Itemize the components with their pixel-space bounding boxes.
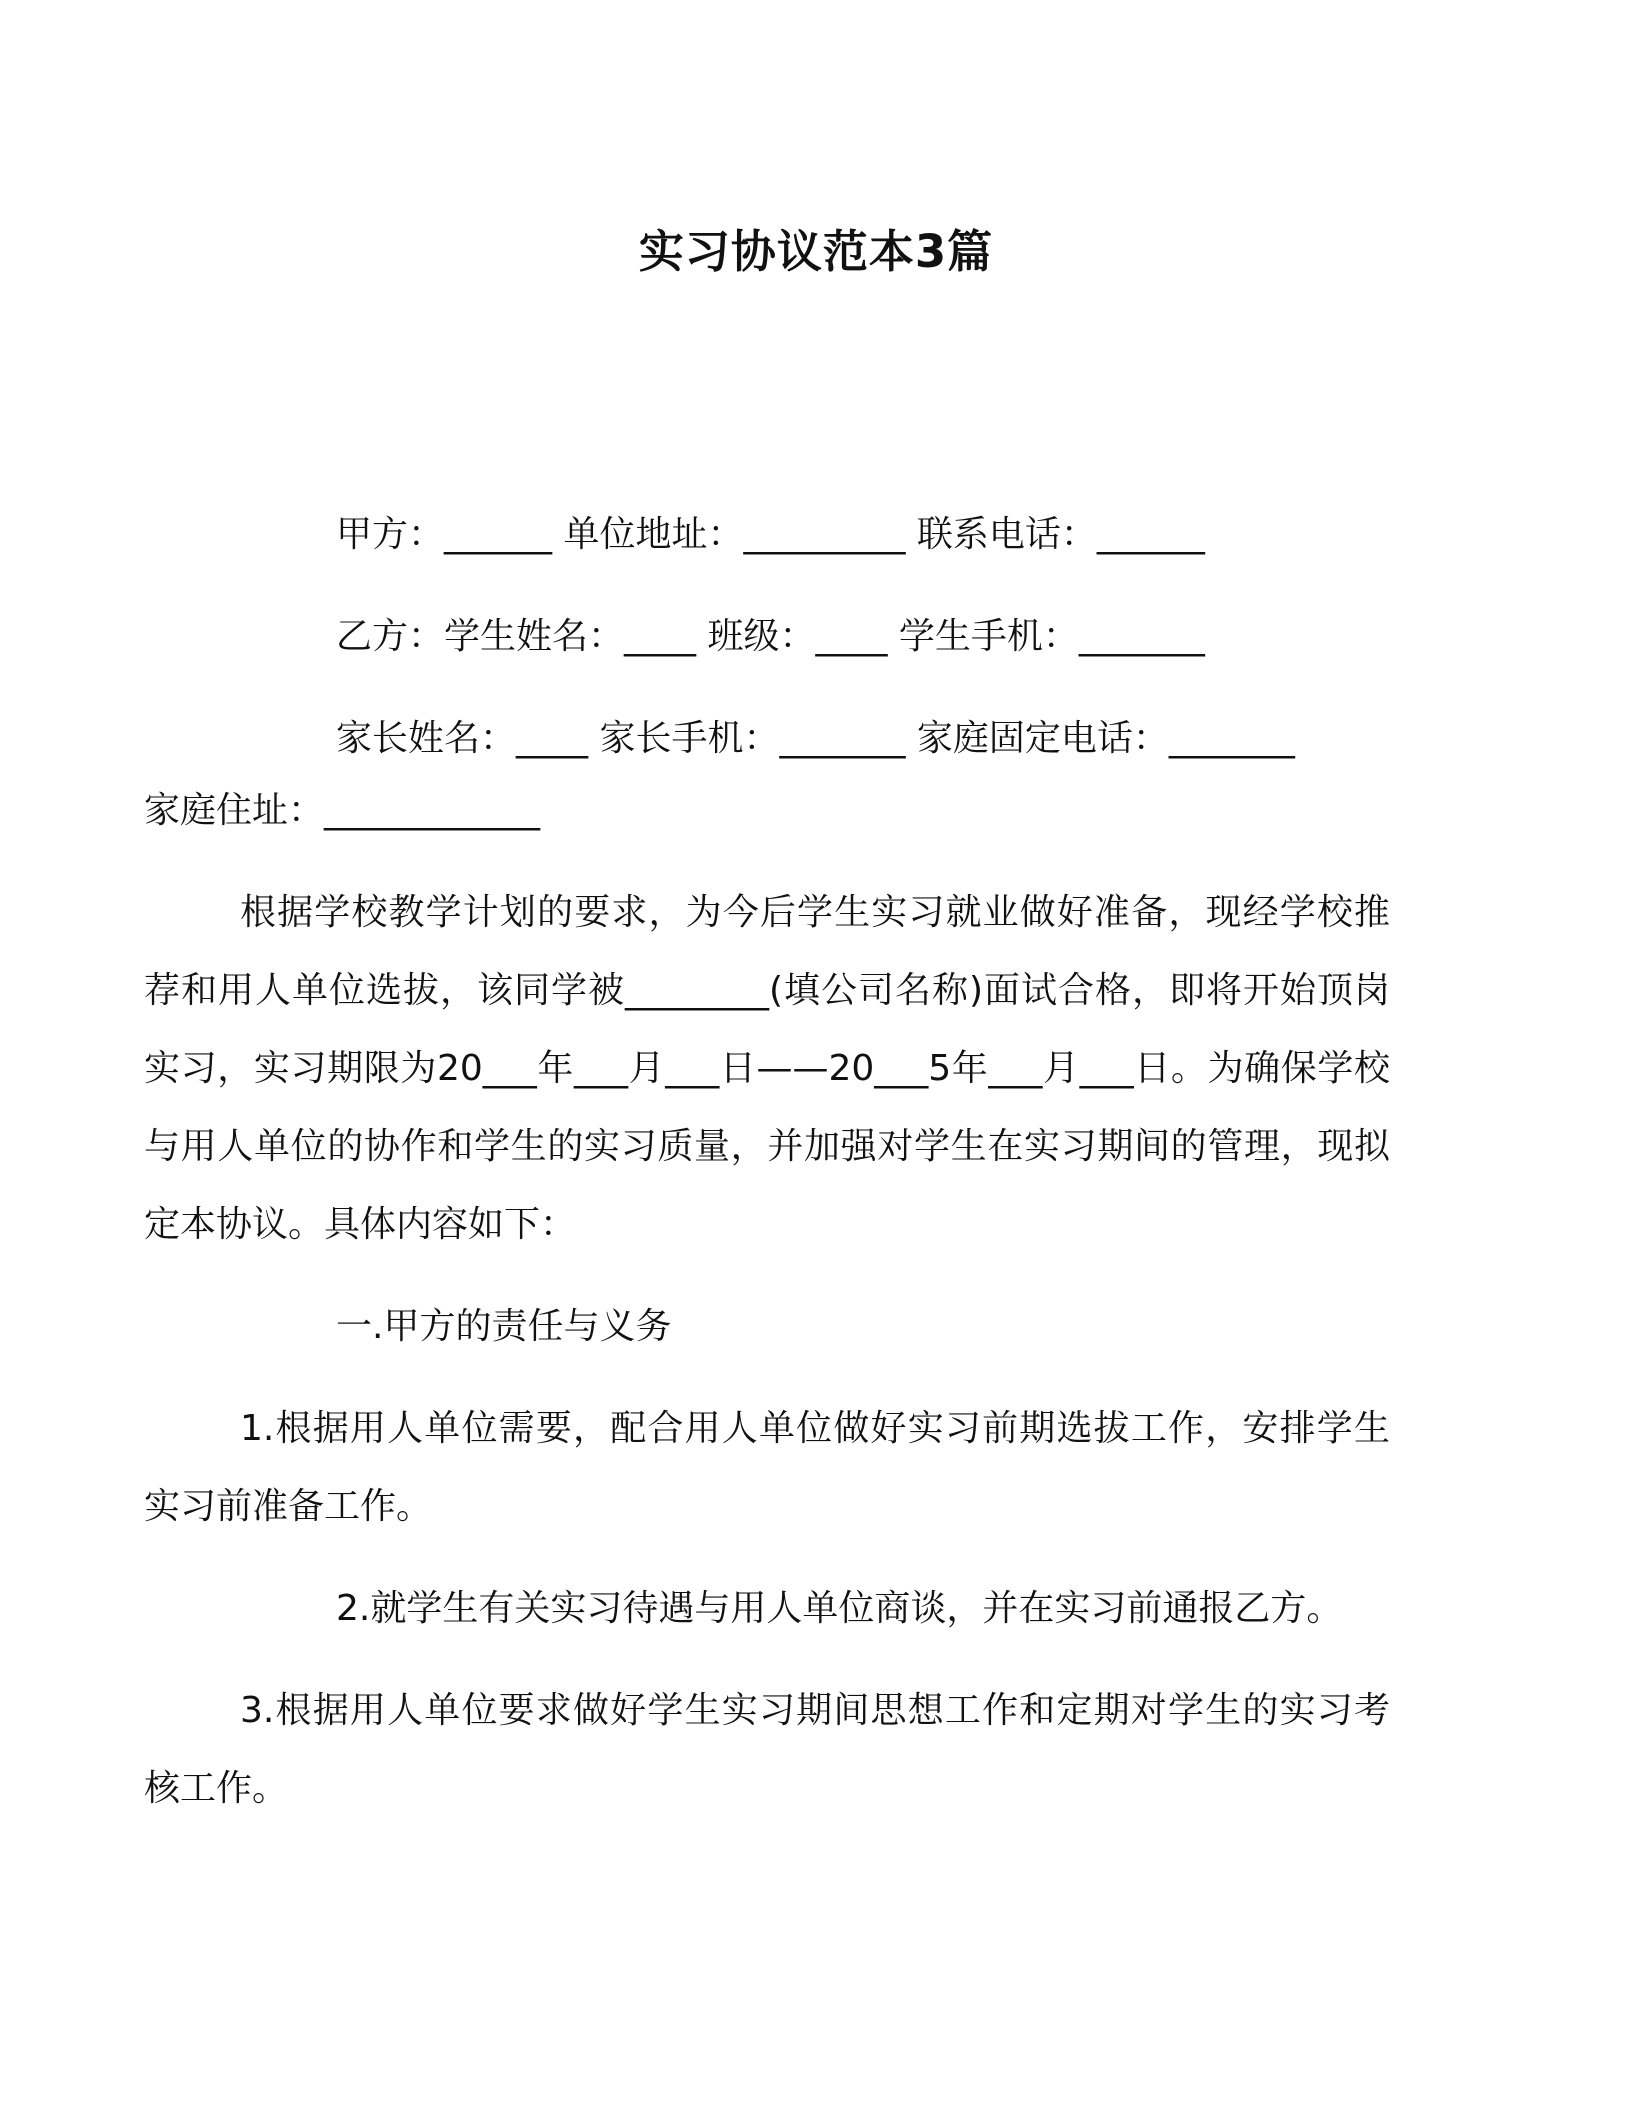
party-a-line: 甲方：______ 单位地址：_________ 联系电话：______ xyxy=(336,514,1205,555)
clause-1: 1.根据用人单位需要，配合用人单位做好实习前期选拔工作，安排学生实习前准备工作。 xyxy=(144,1408,1390,1527)
intro-paragraph: 根据学校教学计划的要求，为今后学生实习就业做好准备，现经学校推荐和用人单位选拔，该同学被________(填公司名称)面试合格，即将开始顶岗实习，实习期限为20___年___月___日——20___5年___月___日。为确保学校与用人单位的协作和学生的实习质量，并加强对学生在实习期间的管理，现拟定本协议。具体内容如下： xyxy=(144,892,1390,1245)
party-b-line: 乙方：学生姓名：____ 班级：____ 学生手机：_______ xyxy=(336,616,1205,657)
parent-info-line: 家长姓名：____ 家长手机：_______ 家庭固定电话：_______ xyxy=(336,718,1295,759)
document-body xyxy=(144,496,1390,1852)
clause-3: 3.根据用人单位要求做好学生实习期间思想工作和定期对学生的实习考核工作。 xyxy=(144,1690,1390,1809)
home-address-line: 家庭住址：____________ xyxy=(144,790,541,831)
clause-2: 2.就学生有关实习待遇与用人单位商谈，并在实习前通报乙方。 xyxy=(336,1588,1343,1629)
document-title: 实习协议范本3篇 xyxy=(638,225,994,278)
section-heading-party-a: 一.甲方的责任与义务 xyxy=(336,1306,672,1347)
